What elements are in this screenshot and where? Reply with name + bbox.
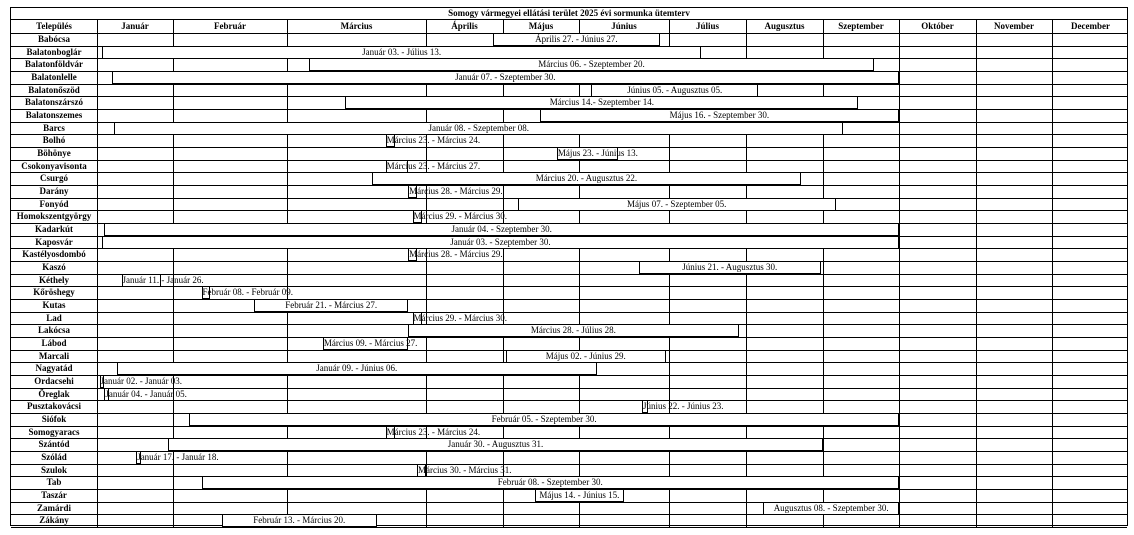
schedule-bar: Január 08. - Szeptember 08. bbox=[114, 122, 843, 135]
settlement-name: Lakócsa bbox=[37, 325, 70, 336]
settlement-name: Siófok bbox=[41, 414, 67, 425]
schedule-bar: Február 08. - Február 09. bbox=[202, 287, 293, 298]
schedule-bar: Március 28. - Július 28. bbox=[408, 324, 739, 337]
schedule-bar: Március 14.- Szeptember 14. bbox=[345, 96, 858, 109]
header-month: Október bbox=[921, 21, 954, 31]
schedule-bar: Február 05. - Szeptember 30. bbox=[189, 413, 899, 426]
settlement-name: Böhönye bbox=[37, 148, 71, 159]
row-divider bbox=[11, 261, 1127, 262]
settlement-name: Szántód bbox=[38, 439, 70, 450]
settlement-name: Kutas bbox=[42, 300, 66, 311]
header-month: Június bbox=[611, 21, 637, 31]
schedule-bar: Március 23. - Március 24. bbox=[386, 135, 481, 146]
schedule-bar: Január 30. - Augusztus 31. bbox=[168, 438, 823, 451]
settlement-name: Lad bbox=[46, 312, 62, 323]
schedule-bar: Április 27. - Június 27. bbox=[493, 33, 660, 46]
settlement-name: Zákány bbox=[39, 515, 69, 526]
settlement-name: Kéthely bbox=[39, 274, 69, 285]
header-month: Szeptember bbox=[838, 21, 884, 31]
schedule-bar: Március 06. - Szeptember 20. bbox=[309, 58, 873, 71]
header-month: Május bbox=[528, 21, 554, 31]
settlement-name: Csurgó bbox=[39, 173, 68, 184]
settlement-name: Bolhó bbox=[42, 135, 66, 146]
settlement-name: Kaposvár bbox=[35, 236, 73, 247]
schedule-sheet bbox=[10, 7, 1128, 526]
schedule-bar: Május 14. - Június 15. bbox=[535, 489, 624, 502]
settlement-name: Barcs bbox=[43, 122, 65, 133]
schedule-bar: Június 05. - Augusztus 05. bbox=[591, 84, 758, 97]
settlement-name: Kastélyosdombó bbox=[22, 249, 86, 260]
schedule-bar: Március 20. - Augusztus 22. bbox=[372, 172, 801, 185]
header-month: Augusztus bbox=[764, 21, 805, 31]
settlement-name: Szulok bbox=[40, 464, 67, 475]
schedule-bar: Február 21. - Március 27. bbox=[254, 299, 408, 312]
settlement-name: Lábod bbox=[41, 338, 67, 349]
schedule-bar: Február 08. - Szeptember 30. bbox=[202, 476, 900, 489]
settlement-name: Tab bbox=[46, 477, 62, 488]
settlement-name: Pusztakovácsi bbox=[27, 401, 81, 412]
row-divider bbox=[11, 464, 1127, 465]
row-divider bbox=[11, 312, 1127, 313]
settlement-name: Taszár bbox=[41, 490, 67, 501]
schedule-bar: Január 09. - Június 06. bbox=[117, 362, 597, 375]
header-month: Január bbox=[121, 21, 149, 31]
schedule-bar: Március 29. - Március 30. bbox=[413, 312, 507, 323]
settlement-name: Kadarkút bbox=[34, 224, 73, 235]
schedule-bar: Március 28. - Március 29. bbox=[409, 186, 503, 197]
header-month: Április bbox=[451, 21, 478, 31]
header-month: December bbox=[1071, 21, 1110, 31]
settlement-name: Marcali bbox=[38, 350, 70, 361]
schedule-bar: Június 21. - Augusztus 30. bbox=[639, 261, 821, 274]
schedule-bar: Június 22. - Június 23. bbox=[643, 401, 724, 412]
schedule-bar: Január 02. - Január 03. bbox=[100, 376, 182, 387]
settlement-name: Fonyód bbox=[39, 198, 69, 209]
schedule-bar: Május 02. - Június 29. bbox=[506, 350, 667, 363]
settlement-name: Balatonboglár bbox=[26, 46, 82, 57]
header-settlement: Település bbox=[36, 21, 72, 31]
schedule-bar: Január 03. - Szeptember 30. bbox=[102, 236, 899, 249]
schedule-grid bbox=[11, 20, 1127, 527]
header-month: Július bbox=[695, 21, 719, 31]
schedule-bar: Március 28. - Március 29. bbox=[409, 249, 503, 260]
row-divider bbox=[11, 286, 1127, 287]
settlement-name: Balatonszárszó bbox=[25, 97, 83, 108]
schedule-bar: Január 03. - Július 13. bbox=[102, 46, 701, 59]
row-divider bbox=[11, 527, 1127, 528]
schedule-bar: Január 11. - Január 26. bbox=[122, 274, 204, 285]
schedule-bar: Január 17. - Január 18. bbox=[137, 452, 219, 463]
settlement-name: Balatonszemes bbox=[25, 110, 83, 121]
schedule-bar: Május 23. - Június 13. bbox=[557, 148, 638, 159]
settlement-name: Zamárdi bbox=[36, 502, 71, 513]
settlement-name: Balatonföldvár bbox=[24, 59, 83, 70]
header-month: Március bbox=[340, 21, 373, 31]
schedule-bar: Március 23. - Március 24. bbox=[386, 426, 481, 437]
settlement-name: Balatonőszöd bbox=[28, 84, 80, 95]
header-month: Február bbox=[214, 21, 246, 31]
schedule-bar: Február 13. - Március 20. bbox=[222, 514, 377, 527]
settlement-name: Kőröshegy bbox=[33, 287, 75, 298]
settlement-name: Somogyaracs bbox=[28, 426, 80, 437]
schedule-bar: Január 07. - Szeptember 30. bbox=[112, 71, 899, 84]
header-month: November bbox=[994, 21, 1034, 31]
schedule-bar: Május 16. - Szeptember 30. bbox=[540, 109, 899, 122]
settlement-name: Babócsa bbox=[37, 34, 70, 44]
schedule-bar: Március 30. - Március 31. bbox=[418, 464, 512, 475]
schedule-bar: Január 04. - Január 05. bbox=[105, 388, 187, 399]
settlement-name: Szólád bbox=[41, 452, 67, 463]
schedule-bar: Augusztus 08. - Szeptember 30. bbox=[763, 502, 899, 515]
sheet-title: Somogy vármegyei ellátási terület 2025 évi sormunka ütemterv bbox=[11, 8, 1127, 20]
row-divider bbox=[11, 400, 1127, 401]
row-divider bbox=[11, 514, 1127, 515]
schedule-bar: Január 04. - Szeptember 30. bbox=[104, 223, 899, 236]
settlement-name: Öreglak bbox=[38, 388, 70, 399]
settlement-name: Nagyatád bbox=[35, 363, 73, 374]
schedule-bar: Március 29. - Március 30. bbox=[413, 211, 507, 222]
settlement-name: Ordacsehi bbox=[34, 376, 74, 387]
schedule-bar: Március 09. - Március 27. bbox=[323, 338, 418, 349]
settlement-name: Kaszó bbox=[42, 262, 66, 273]
settlement-name: Homokszentgyörgy bbox=[16, 211, 92, 222]
schedule-bar: Március 23. - Március 27. bbox=[386, 160, 481, 171]
settlement-name: Darány bbox=[39, 186, 69, 197]
row-divider bbox=[11, 299, 1127, 300]
settlement-name: Csokonyavisonta bbox=[21, 160, 87, 171]
settlement-name: Balatonlelle bbox=[31, 72, 77, 82]
schedule-bar: Május 07. - Szeptember 05. bbox=[518, 198, 836, 211]
